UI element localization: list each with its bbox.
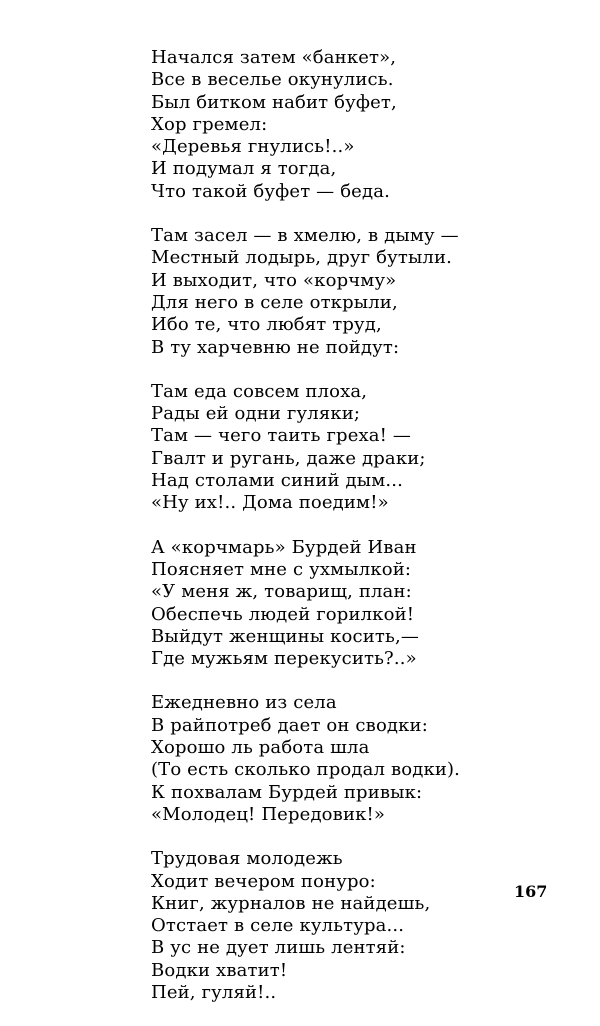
verse-line: В ту харчевню не пойдут: [151,336,400,358]
verse-line: Рады ей одни гуляки; [151,403,361,425]
verse-line: Над столами синий дым... [151,470,403,492]
verse-line: Ибо те, что любят труд, [151,314,382,336]
verse-line: Где мужьям перекусить?..» [151,648,417,670]
verse-line: (То есть сколько продал водки). [151,759,461,781]
stanza-6 [151,848,571,1004]
verse-line: «Молодец! Передовик!» [151,803,386,825]
verse-line: В райпотреб дает он сводки: [151,714,428,736]
verse-line: Ежедневно из села [151,692,337,714]
verse-line: Гвалт и ругань, даже драки; [151,447,426,469]
verse-line: «Ну их!.. Дома поедим!» [151,492,389,514]
verse-line: Обеспечь людей горилкой! [151,603,415,625]
stanza-4 [151,537,571,671]
verse-line: «У меня ж, товарищ, план: [151,581,412,603]
verse-line: «Деревья гнулись!..» [151,136,355,158]
verse-line: Пей, гуляй!.. [151,981,277,1003]
stanza-2 [151,225,571,359]
verse-line: Поясняет мне с ухмылкой: [151,558,412,580]
verse-line: Там еда совсем плоха, [151,380,368,402]
verse-line: Отстает в селе культура... [151,915,405,937]
verse-line: Начался затем «банкет», [151,47,397,68]
verse-line: В ус не дует лишь лентяй: [151,937,406,959]
verse-line: Выйдут женщины косить,— [151,625,419,647]
verse-line: Для него в селе открыли, [151,291,398,313]
verse-line: Хор гремел: [151,113,268,135]
verse-line: Местный лодырь, друг бутыли. [151,247,453,269]
stanza-5 [151,692,571,826]
verse-line: Что такой буфет — беда. [151,180,390,202]
page-number: 167 [514,882,548,901]
verse-line: И подумал я тогда, [151,158,337,180]
stanza-3 [151,381,571,515]
stanza-1 [151,47,571,203]
verse-line: И выходит, что «корчму» [151,269,397,291]
verse-line: Книг, журналов не найдешь, [151,892,431,914]
verse-line: Все в веселье окунулись. [151,69,394,91]
verse-line: К похвалам Бурдей привык: [151,781,423,803]
verse-line: Был битком набит буфет, [151,91,397,113]
verse-line: Там — чего таить греха! — [151,425,412,447]
verse-line: Водки хватит! [151,959,288,981]
verse-line: Там засел — в хмелю, в дыму — [151,225,459,247]
verse-line: А «корчмарь» Бурдей Иван [151,536,417,558]
verse-line: Трудовая молодежь [151,848,343,870]
verse-line: Хорошо ль работа шла [151,737,370,759]
verse-line: Ходит вечером понуро: [151,870,376,892]
poem-text [151,47,571,1026]
